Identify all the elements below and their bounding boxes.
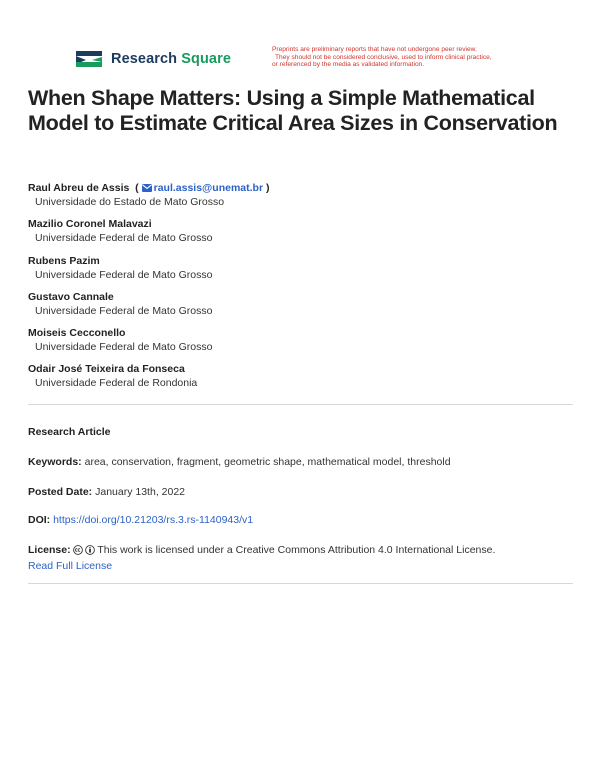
author-email-link[interactable] <box>142 182 266 194</box>
keywords <box>28 455 576 470</box>
preprint-notice-line: or referenced by the media as validated information. <box>272 61 425 69</box>
author-affiliation: Universidade Federal de Mato Grosso <box>35 304 213 317</box>
envelope-icon <box>142 184 152 192</box>
brand-name <box>111 51 231 67</box>
author-affiliation: Universidade Federal de Mato Grosso <box>35 268 213 281</box>
article-type: Research Article <box>28 426 111 438</box>
preprint-notice-line: Preprints are preliminary reports that have not undergone peer review. <box>272 46 477 53</box>
preprint-notice <box>272 46 534 69</box>
doi-link[interactable]: https://doi.org/10.21203/rs.3.rs-1140943/v1 <box>53 514 254 526</box>
author-name: Odair José Teixeira da Fonseca <box>28 363 185 376</box>
author-name: Moiseis Cecconello <box>28 327 126 340</box>
author-name: Rubens Pazim <box>28 254 100 267</box>
keywords-value: area, conservation, fragment, geometric shape, mathematical model, threshold <box>84 456 451 468</box>
author-name: Raul Abreu de Assis <box>28 182 130 194</box>
license-label: License: <box>28 544 71 556</box>
license-text: This work is licensed under a Creative Commons Attribution 4.0 International License. <box>97 544 496 556</box>
author-name: Gustavo Cannale <box>28 290 114 303</box>
research-square-logo[interactable] <box>74 46 231 72</box>
by-icon <box>85 545 95 555</box>
cc-icon <box>73 545 83 555</box>
paper-title: When Shape Matters: Using a Simple Mathematical Model to Estimate Critical Area Sizes in Conservation <box>28 86 558 135</box>
author-entry <box>28 326 576 362</box>
author-email: raul.assis@unemat.br <box>153 182 264 194</box>
brand-name-part1: Research <box>111 51 178 67</box>
author-affiliation: Universidade do Estado de Mato Grosso <box>35 196 225 208</box>
keywords-label: Keywords: <box>28 456 82 468</box>
doi <box>28 513 576 528</box>
author-affiliation: Universidade Federal de Mato Grosso <box>35 232 213 245</box>
doi-label: DOI: <box>28 514 51 526</box>
header <box>74 46 534 76</box>
author-entry <box>28 217 576 253</box>
author-name: Mazilio Coronel Malavazi <box>28 218 152 231</box>
posted-date <box>28 485 576 500</box>
read-full-license-link[interactable]: Read Full License <box>28 560 113 572</box>
section-divider <box>28 583 573 584</box>
author-entry <box>28 290 576 326</box>
brand-name-part2: Square <box>181 51 231 67</box>
author-list <box>28 181 576 399</box>
license <box>28 542 576 574</box>
author-entry <box>28 254 576 290</box>
author-entry <box>28 181 576 217</box>
author-entry <box>28 362 576 398</box>
research-square-logo-icon <box>74 46 104 72</box>
author-affiliation: Universidade Federal de Rondonia <box>35 377 198 390</box>
preprint-notice-line: They should not be considered conclusive, used to inform clinical practice, <box>275 53 492 61</box>
section-divider <box>28 404 573 405</box>
author-email-wrapper: ( raul.assis@unemat.br ) <box>132 182 270 194</box>
posted-date-label: Posted Date: <box>28 486 93 498</box>
author-affiliation: Universidade Federal de Mato Grosso <box>35 341 213 354</box>
posted-date-value: January 13th, 2022 <box>95 486 186 498</box>
